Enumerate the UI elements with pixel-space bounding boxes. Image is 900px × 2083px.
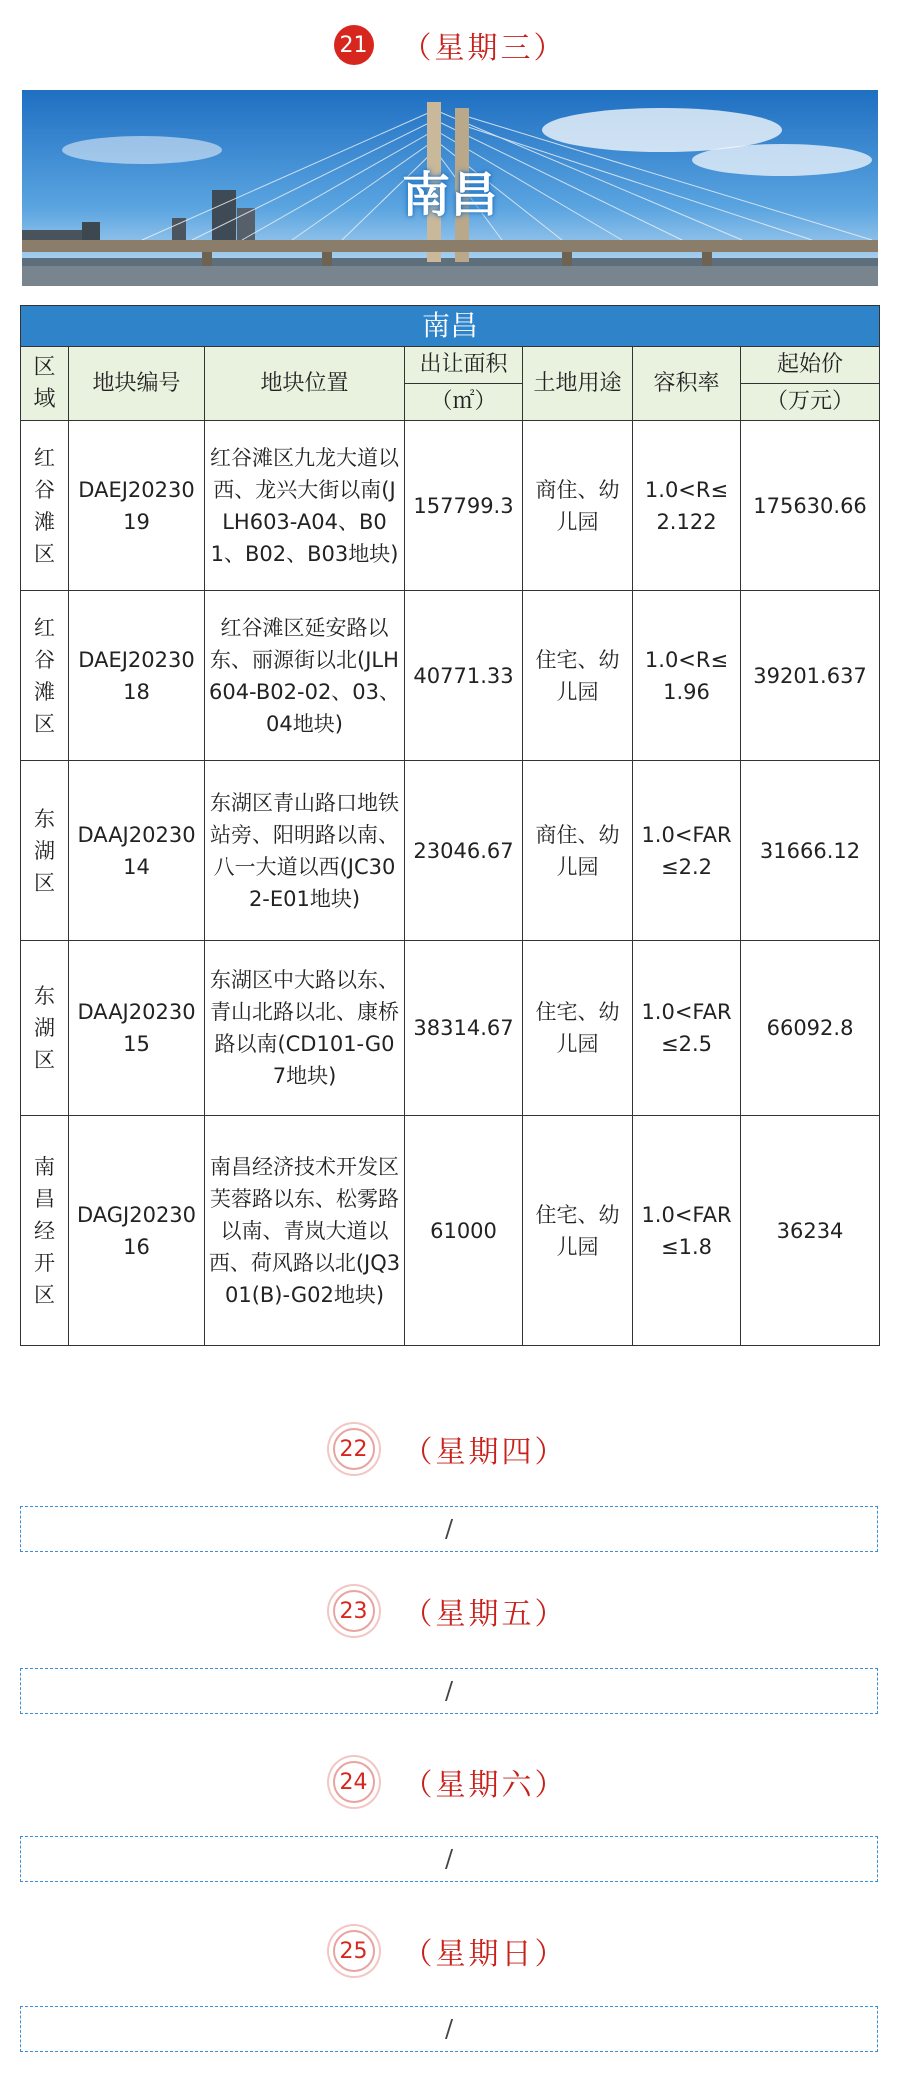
day-label: （星期六）	[402, 1768, 568, 1803]
day-number-badge: 21	[334, 25, 374, 65]
header-price-unit: （万元）	[741, 384, 880, 421]
day-header-23	[0, 1586, 900, 1636]
header-area: 出让面积	[405, 347, 523, 384]
header-location: 地块位置	[205, 347, 405, 421]
cell-district: 南昌经开区	[21, 1116, 69, 1346]
cell-district: 红谷滩区	[21, 421, 69, 591]
day-header-22	[0, 1424, 900, 1474]
cell-use: 商住、幼儿园	[523, 761, 633, 941]
cell-price: 31666.12	[741, 761, 880, 941]
land-parcel-table	[20, 305, 880, 1346]
cell-code: DAAJ2023014	[69, 761, 205, 941]
empty-day-box: /	[20, 1668, 878, 1714]
cell-code: DAAJ2023015	[69, 941, 205, 1116]
cell-far: 1.0<FAR≤2.5	[633, 941, 741, 1116]
cell-code: DAEJ2023019	[69, 421, 205, 591]
cell-location: 东湖区中大路以东、青山北路以北、康桥路以南(CD101-G07地块)	[205, 941, 405, 1116]
cell-far: 1.0<FAR≤2.2	[633, 761, 741, 941]
cell-area: 61000	[405, 1116, 523, 1346]
day-header-21	[0, 20, 900, 70]
day-label: （星期五）	[402, 1597, 568, 1632]
city-banner-image	[22, 90, 878, 286]
banner-city-name: 南昌	[401, 167, 498, 223]
table-row	[21, 591, 880, 761]
day-label: （星期三）	[401, 31, 567, 66]
cell-use: 住宅、幼儿园	[523, 591, 633, 761]
day-label: （星期日）	[402, 1937, 568, 1972]
cell-price: 39201.637	[741, 591, 880, 761]
header-price: 起始价	[741, 347, 880, 384]
table-row	[21, 1116, 880, 1346]
header-use: 土地用途	[523, 347, 633, 421]
cell-code: DAEJ2023018	[69, 591, 205, 761]
empty-day-box: /	[20, 2006, 878, 2052]
cell-area: 157799.3	[405, 421, 523, 591]
cell-far: 1.0<R≤1.96	[633, 591, 741, 761]
day-number-badge: 24	[333, 1761, 375, 1803]
day-number-badge: 23	[333, 1590, 375, 1632]
header-code: 地块编号	[69, 347, 205, 421]
header-district: 区域	[21, 347, 69, 421]
cell-area: 38314.67	[405, 941, 523, 1116]
table-row	[21, 421, 880, 591]
header-area-unit: （㎡）	[405, 384, 523, 421]
cell-area: 23046.67	[405, 761, 523, 941]
cell-location: 东湖区青山路口地铁站旁、阳明路以南、八一大道以西(JC302-E01地块)	[205, 761, 405, 941]
table-header-row	[21, 347, 880, 384]
cell-far: 1.0<R≤2.122	[633, 421, 741, 591]
cell-location: 南昌经济技术开发区芙蓉路以东、松雾路以南、青岚大道以西、荷风路以北(JQ301(B)-G02地块)	[205, 1116, 405, 1346]
cell-price: 175630.66	[741, 421, 880, 591]
table-title: 南昌	[21, 306, 880, 347]
table-row	[21, 941, 880, 1116]
cell-code: DAGJ2023016	[69, 1116, 205, 1346]
cell-price: 36234	[741, 1116, 880, 1346]
cell-district: 红谷滩区	[21, 591, 69, 761]
cell-area: 40771.33	[405, 591, 523, 761]
cell-price: 66092.8	[741, 941, 880, 1116]
cell-location: 红谷滩区九龙大道以西、龙兴大街以南(JLH603-A04、B01、B02、B03地块)	[205, 421, 405, 591]
cell-location: 红谷滩区延安路以东、丽源街以北(JLH604-B02-02、03、04地块)	[205, 591, 405, 761]
empty-day-box: /	[20, 1836, 878, 1882]
cell-use: 住宅、幼儿园	[523, 1116, 633, 1346]
day-header-25	[0, 1926, 900, 1976]
day-number-badge: 22	[333, 1428, 375, 1470]
cell-use: 住宅、幼儿园	[523, 941, 633, 1116]
cell-district: 东湖区	[21, 941, 69, 1116]
table-row	[21, 761, 880, 941]
day-label: （星期四）	[402, 1435, 568, 1470]
empty-day-box: /	[20, 1506, 878, 1552]
day-number-badge: 25	[333, 1930, 375, 1972]
cell-use: 商住、幼儿园	[523, 421, 633, 591]
day-header-24	[0, 1757, 900, 1807]
header-far: 容积率	[633, 347, 741, 421]
cell-far: 1.0<FAR≤1.8	[633, 1116, 741, 1346]
cell-district: 东湖区	[21, 761, 69, 941]
